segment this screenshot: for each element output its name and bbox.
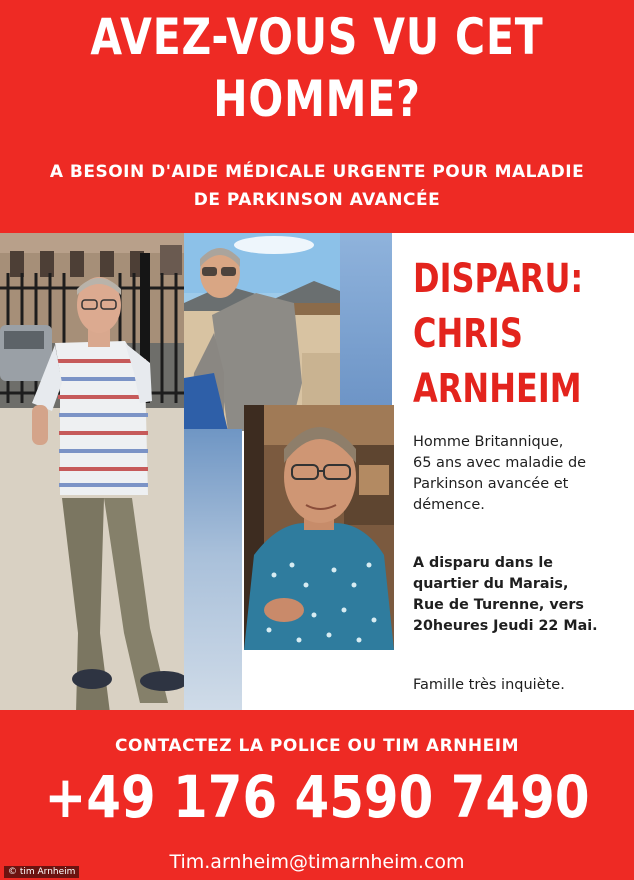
description	[413, 432, 628, 516]
phone-number[interactable]: +49 176 4590 7490	[44, 763, 590, 831]
last-seen-line-2: quartier du Marais,	[413, 576, 569, 592]
description-line-2: 65 ans avec maladie de	[413, 455, 587, 471]
subheadline	[0, 158, 634, 214]
description-line-4: démence.	[413, 497, 485, 513]
last-seen-line-3: Rue de Turenne, vers	[413, 597, 584, 613]
subheadline-line-2: DE PARKINSON AVANCÉE	[193, 190, 441, 210]
photo-closeup	[244, 405, 394, 650]
closeup-illustration	[244, 405, 394, 650]
subheadline-line-1: A BESOIN D'AIDE MÉDICALE URGENTE POUR MALADIE	[49, 162, 585, 182]
photo-beach	[184, 233, 340, 431]
headline-line-2: HOMME?	[213, 70, 421, 128]
last-name: ARNHEIM	[413, 366, 582, 412]
last-seen-line-1: A disparu dans le	[413, 555, 553, 571]
family-note: Famille très inquiète.	[413, 677, 565, 693]
photo-credit: © tim Arnheim	[4, 866, 79, 878]
decorative-blue-band-top	[340, 233, 392, 408]
last-seen-details	[413, 553, 628, 637]
last-seen-line-4: 20heures Jeudi 22 Mai.	[413, 618, 598, 634]
missing-person-name	[413, 252, 584, 417]
headline-line-1: AVEZ-VOUS VU CET	[90, 8, 544, 66]
missing-label: DISPARU:	[413, 256, 584, 302]
beach-illustration	[184, 233, 340, 431]
email-address[interactable]: Tim.arnheim@timarnheim.com	[169, 851, 465, 873]
description-line-1: Homme Britannique,	[413, 434, 564, 450]
first-name: CHRIS	[413, 311, 523, 357]
headline	[57, 6, 577, 130]
description-line-3: Parkinson avancée et	[413, 476, 569, 492]
contact-label: CONTACTEZ LA POLICE OU TIM ARNHEIM	[115, 736, 519, 756]
decorative-blue-band	[184, 429, 242, 710]
